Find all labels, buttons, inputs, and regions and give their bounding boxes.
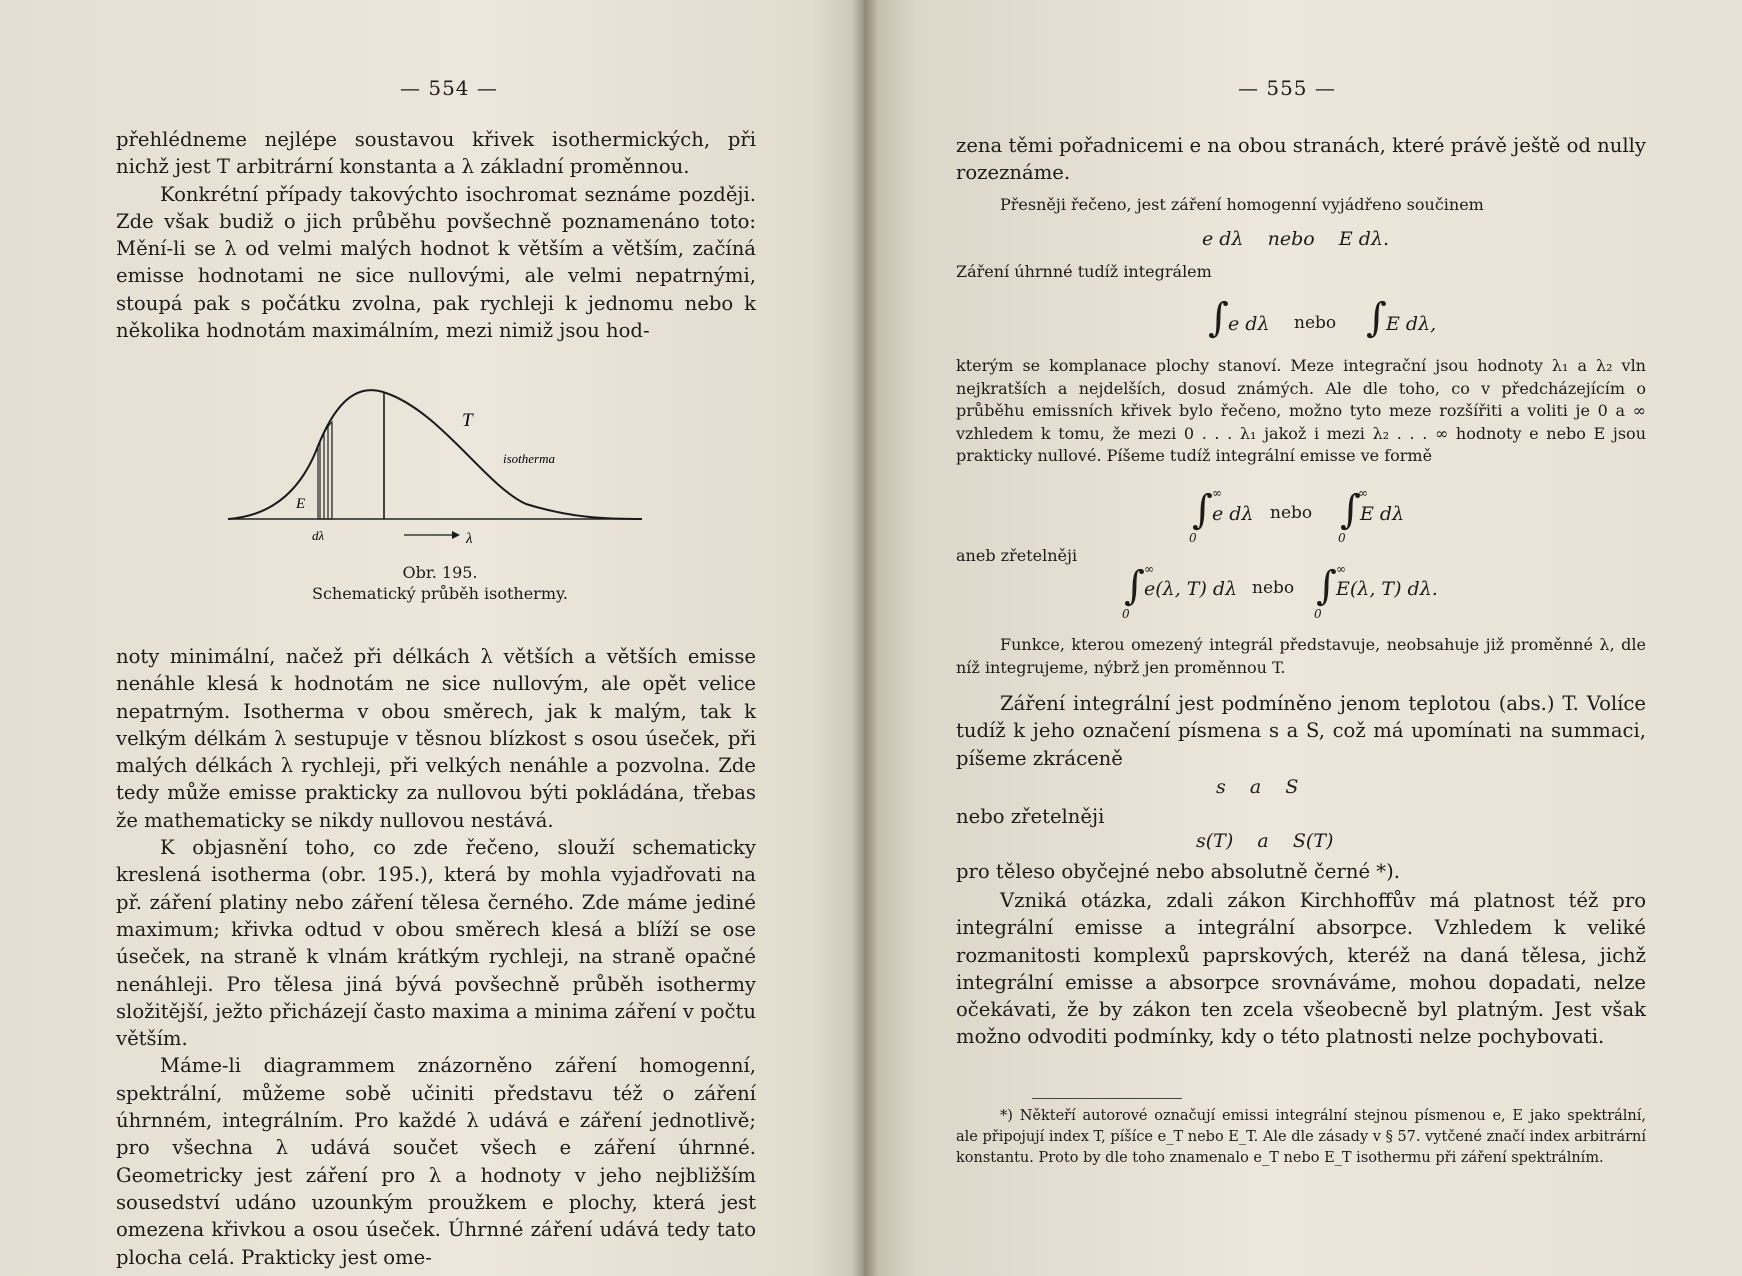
integral-e: e dλ bbox=[1228, 313, 1270, 335]
paragraph: Záření úhrnné tudíž integrálem bbox=[956, 262, 1212, 281]
text-block bbox=[956, 887, 1646, 1051]
isotherm-curve bbox=[228, 390, 642, 519]
lower-limit: 0 bbox=[1122, 607, 1130, 621]
paragraph: K objasnění toho, co zde řečeno, slouží schematicky kreslená isotherma (obr. 195.), která by mohla vyjadřovati na př. záření platiny nebo záření tělesa černého. Zde máme jediné maximum; křivka odtud v obou směrech klesá a blíží se ose úseček, na straně k vlnám krátkým rychleji, na straně opačné nenáhleji. Pro tělesa jiná bývá povšechně průběh isothermy složitější, ježto přicházejí často maxima a minima záření v počtu větším. bbox=[116, 836, 756, 1051]
word-nebo: nebo bbox=[1294, 313, 1337, 333]
footnote: *) Někteří autorové označují emissi integrální stejnou písmenou e, E jako spektrální, ale připojují index T, píšíce e_T nebo E_T. Ale dle zásady v § 57. vytčené značí index arbitrární konstantu. Proto by dle toho znamenalo e_T nebo E_T isothermu při záření spektrálním. bbox=[956, 1108, 1646, 1166]
integral-sign: ∫ bbox=[1316, 563, 1337, 609]
paragraph: nebo zřetelněji bbox=[956, 805, 1105, 828]
equation-sT-ST: s(T) a S(T) bbox=[1196, 830, 1334, 852]
paragraph: aneb zřetelněji bbox=[956, 546, 1078, 565]
text-block bbox=[956, 355, 1646, 468]
hatched-strip bbox=[318, 422, 332, 519]
integral-sign: ∫ bbox=[1208, 295, 1229, 341]
footnote-rule bbox=[1032, 1098, 1182, 1099]
label-T: T bbox=[462, 410, 473, 431]
paragraph: Konkrétní případy takovýchto isochromat seznáme později. Zde však budiž o jich průběhu povšechně poznamenáno toto: Mění-li se λ od velmi malých hodnot k větším a větším, začíná emisse hodnotami ne sice nullovými, ale velmi nepatrnými, stoupá pak s počátku zvolna, pak rychleji k jednomu nebo k několika hodnotám maximálním, mezi nimiž jsou hod- bbox=[116, 182, 756, 343]
paragraph: zena těmi pořadnicemi e na obou stranách, které právě ještě od nully rozeznáme. bbox=[956, 134, 1646, 185]
text-block bbox=[956, 690, 1646, 772]
integral-e-lambda-T: e(λ, T) dλ bbox=[1144, 578, 1238, 600]
integral-sign: ∫ bbox=[1340, 487, 1361, 533]
integral-e: e dλ bbox=[1212, 503, 1254, 525]
word-nebo: nebo bbox=[1270, 503, 1313, 523]
paragraph: Máme-li diagrammem znázorněno záření homogenní, spektrální, můžeme sobě učiniti představu též o záření úhrnném, integrálním. Pro každé λ udává e záření jednotlivě; pro všechna λ udává součet všech e záření úhrnné. Geometricky jest záření pro λ a hodnoty v jeho nejbližším sousedství udáno uzounkým proužkem e plochy, která jest omezena křivkou a osou úseček. Úhrnné záření udává tedy tato plocha celá. Prakticky jest ome- bbox=[116, 1054, 756, 1269]
upper-limit: ∞ bbox=[1144, 562, 1154, 576]
text-block bbox=[956, 194, 1646, 217]
paragraph: noty minimální, načež při délkách λ větších a větších emisse nenáhle klesá k hodnotám ne sice nullovým, ale opět velice nepatrným. Isotherma v obou směrech, jak k malým, tak k velkým délkám λ sestupuje v těsnou blízkost s osou úseček, při malých délkách λ rychleji, při velkých nenáhle a pozvolna. Zde tedy může emisse prakticky za nullovou býti pokládána, třebas že mathematicky se nikdy nullovou nestává. bbox=[116, 645, 756, 832]
label-E: E bbox=[296, 496, 306, 512]
text-block-top bbox=[116, 126, 756, 344]
integral-sign: ∫ bbox=[1192, 487, 1213, 533]
equation-s-S: s a S bbox=[1216, 776, 1299, 798]
text-block bbox=[956, 634, 1646, 679]
integral-E: E dλ bbox=[1360, 503, 1405, 525]
label-dlambda: dλ bbox=[312, 528, 325, 543]
book-gutter bbox=[852, 0, 878, 1276]
lower-limit: 0 bbox=[1189, 531, 1197, 545]
paragraph: Přesněji řečeno, jest záření homogenní vyjádřeno součinem bbox=[1000, 195, 1484, 214]
integral-E: E dλ, bbox=[1386, 313, 1437, 335]
integral-sign: ∫ bbox=[1366, 295, 1387, 341]
upper-limit: ∞ bbox=[1358, 486, 1368, 500]
figure-caption-text: Schematický průběh isothermy. bbox=[311, 584, 568, 603]
text-block bbox=[956, 545, 1646, 568]
equation-product: e dλ nebo E dλ. bbox=[1202, 228, 1390, 250]
right-page bbox=[864, 0, 1742, 1276]
page-number: — 554 — bbox=[400, 76, 498, 100]
label-lambda: λ bbox=[466, 531, 473, 547]
isotherm-figure bbox=[226, 386, 646, 551]
figure-caption-number: Obr. 195. bbox=[402, 563, 478, 582]
paragraph: přehlédneme nejlépe soustavou křivek isothermických, při nichž jest T arbitrární konstanta a λ základní proměnnou. bbox=[116, 128, 756, 179]
text-block bbox=[956, 803, 1646, 830]
integral-sign: ∫ bbox=[1124, 563, 1145, 609]
label-isotherma: isotherma bbox=[503, 451, 555, 466]
paragraph: Funkce, kterou omezený integrál představuje, neobsahuje již proměnné λ, dle níž integrujeme, nýbrž jen proměnnou T. bbox=[956, 635, 1646, 677]
footnote-block bbox=[956, 1106, 1646, 1169]
upper-limit: ∞ bbox=[1336, 562, 1346, 576]
paragraph: kterým se komplanace plochy stanoví. Meze integrační jsou hodnoty λ₁ a λ₂ vln nejkratších a nejdelších, dosud známých. Ale dle toho, co v předcházejícím o průběhu emissních křivek bylo řečeno, možno tyto meze rozšířiti a voliti je 0 a ∞ vzhledem k tomu, že mezi 0 . . . λ₁ jakož i mezi λ₂ . . . ∞ hodnoty e nebo E jsou prakticky nullové. Píšeme tudíž integrální emisse ve formě bbox=[956, 356, 1646, 465]
text-block bbox=[956, 858, 1646, 885]
upper-limit: ∞ bbox=[1212, 486, 1222, 500]
page-number: — 555 — bbox=[1238, 76, 1336, 100]
text-block-bottom bbox=[116, 643, 756, 1271]
integral-E-lambda-T: E(λ, T) dλ. bbox=[1336, 578, 1438, 600]
lower-limit: 0 bbox=[1314, 607, 1322, 621]
word-nebo: nebo bbox=[1252, 578, 1295, 598]
left-page bbox=[0, 0, 864, 1276]
text-block-top bbox=[956, 132, 1646, 187]
lower-limit: 0 bbox=[1338, 531, 1346, 545]
paragraph: Vzniká otázka, zdali zákon Kirchhoffův má platnost též pro integrální emisse a integrální absorpce. Vzhledem k veliké rozmanitosti komplexů paprskových, kteréž na daná tělesa, jichž integrální emisse a absorpce srovnáváme, mohou dopadati, nelze očekávati, že by zákon ten zcela všeobecně byl platným. Jest však možno odvoditi podmínky, kdy o této platnosti nelze pochybovati. bbox=[956, 889, 1646, 1049]
paragraph: Záření integrální jest podmíněno jenom teplotou (abs.) T. Volíce tudíž k jeho označení písmena s a S, což má upomínati na summaci, píšeme zkráceně bbox=[956, 692, 1646, 770]
paragraph: pro těleso obyčejné nebo absolutně černé *). bbox=[956, 860, 1400, 883]
text-block bbox=[956, 261, 1646, 284]
